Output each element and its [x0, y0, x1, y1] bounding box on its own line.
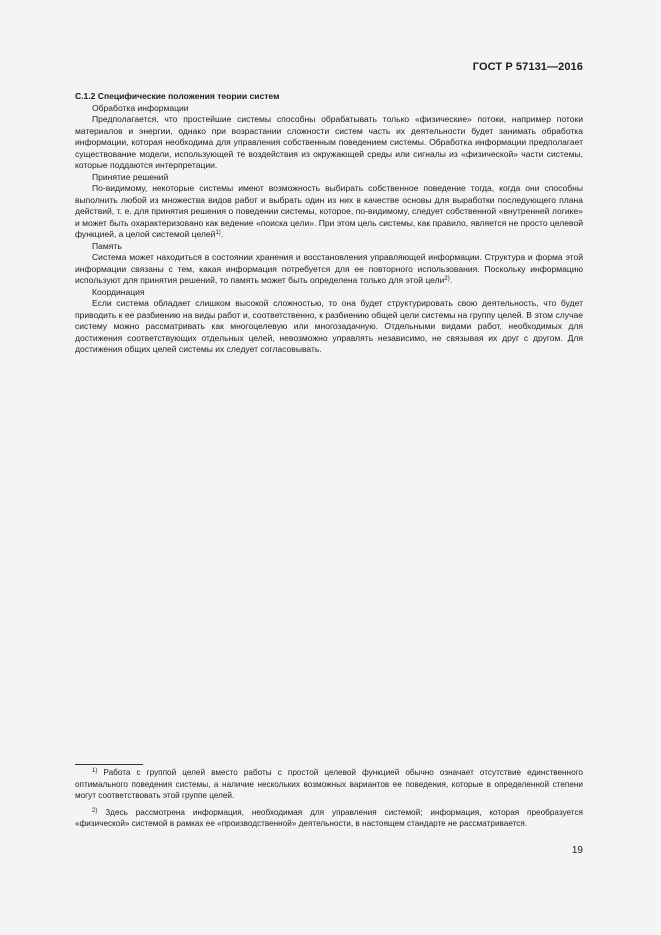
footnote-mark: 1): [92, 768, 98, 774]
paragraph-coordination: Если система обладает слишком высокой сложностью, то она будет структурировать свою деятельность, что будет приводить к ее разбиению на виды работ и, соответственно, к разбиению общей цели системы на группу целей. В этом случае систему можно рассматривать как многоцелевую или многозадачную. Отдельными видами работ, необходимых для достижения соответствующих отдельных целей, невозможно управлять независимо, не связывая их друг с другом. Для достижения общих целей системы их следует согласовывать.: [75, 298, 583, 354]
page-number: 19: [571, 845, 583, 856]
footnote-2: [75, 807, 583, 830]
section-title: С.1.2 Специфические положения теории систем: [75, 91, 280, 101]
footnotes: [75, 767, 583, 835]
paragraph-information-processing: Предполагается, что простейшие системы способны обрабатывать только «физические» потоки, например потоки материалов и энергии, однако при возрастании сложности систем часть их деятельности будет занимать обработка информации, которая необходима для управления собственным поведением системы. Обработка информации предполагает существование модели, использующей те воздействия из окружающей среды или сигналы из «физической» части системы, которые поддаются интерпретации.: [75, 114, 583, 170]
subheading-decision-making: Принятие решений: [92, 171, 169, 182]
paragraph-text: Система может находиться в состоянии хранения и восстановления управляющей информации. Структура и форма этой информации связаны с тем, какая информация потребуется для ее повторного использования. Поскольку информацию используют для принятия решений, то память может быть определена только для этой цели: [75, 252, 583, 285]
footnote-ref-1[interactable]: 1): [215, 230, 221, 236]
paragraph-text: По-видимому, некоторые системы имеют возможность выбирать собственное поведение тогда, когда они способны выполнить любой из множества видов работ и выбрать один из них в качестве основы для выработки последующего плана действий, т. е. для принятия решения о поведении системы, которое, по-видимому, следует собственной «внутренней логике» и может быть охарактеризовано как ведение «поиска цели». При этом цель системы, как правило, является не просто целевой функцией, а целой системой целей: [75, 183, 583, 239]
paragraph-memory: Система может находиться в состоянии хранения и восстановления управляющей информации. Структура и форма этой информации связаны с тем, какая информация потребуется для ее повторного использования. Поскольку информацию используют для принятия решений, то память может быть определена только для этой цели$^{2)}$.: [75, 252, 583, 285]
subheading-coordination: Координация: [92, 286, 145, 297]
footnote-1: [75, 767, 583, 802]
footnote-divider: [75, 764, 143, 765]
paragraph-decision-making: По-видимому, некоторые системы имеют возможность выбирать собственное поведение тогда, когда они способны выполнить любой из множества видов работ и выбрать один из них в качестве основы для выработки последующего плана действий, т. е. для принятия решения о поведении системы, которое, по-видимому, следует собственной «внутренней логике» и может быть охарактеризовано как ведение «поиска цели». При этом цель системы, как правило, является не просто целевой функцией, а целой системой целей$^{1)}$.: [75, 183, 583, 239]
footnote-mark: 2): [92, 807, 98, 814]
document-id: ГОСТ Р 57131—2016: [472, 61, 583, 73]
section-content: [75, 91, 583, 356]
subheading-memory: Память: [92, 240, 122, 251]
footnote-text: Работа с группой целей вместо работы с простой целевой функцией обычно означает отсутствие единственного оптимального поведения системы, а наличие нескольких возможных вариантов ее поведения, которые в определенной степени могут соответствовать этой группе целей.: [75, 768, 583, 801]
subheading-information-processing: Обработка информации: [92, 102, 189, 113]
footnote-text: Здесь рассмотрена информация, необходимая для управления системой; информация, которая преобразуется «физической» системой в рамках ее «производственной» деятельности, в настоящем стандарте не рассматривается.: [75, 807, 583, 829]
footnote-ref-2[interactable]: 2): [444, 276, 450, 282]
